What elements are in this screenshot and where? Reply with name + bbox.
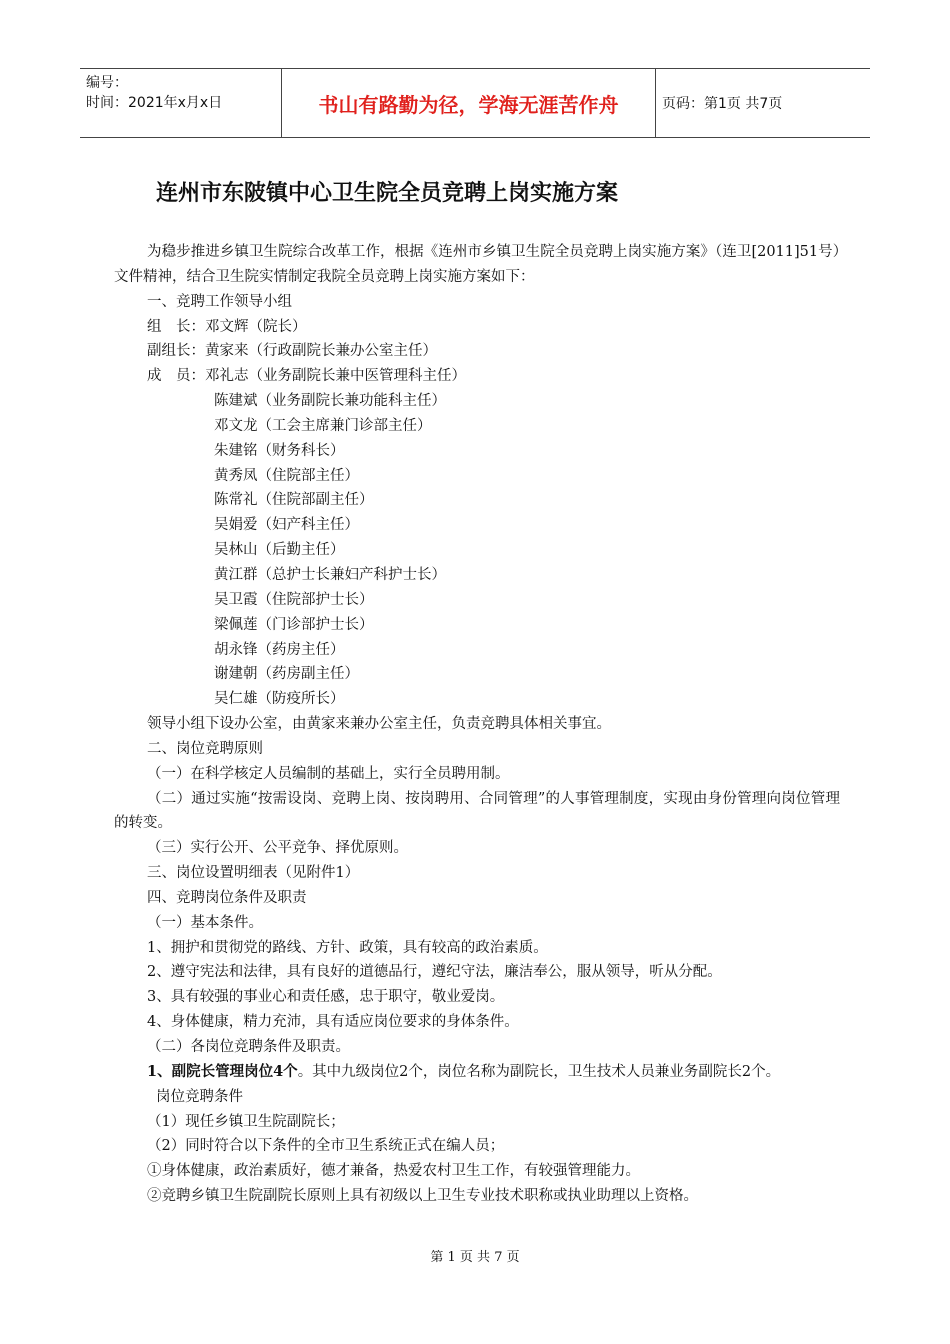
vp-condition-1: （1）现任乡镇卫生院副院长；: [147, 1113, 345, 1130]
header-motto: 书山有路勤为径，学海无涯苦作舟: [282, 69, 656, 137]
members-line: 成 员：邓礼志（业务副院长兼中医管理科主任）: [147, 368, 466, 385]
member-item: 朱建铭（财务科长）: [214, 442, 345, 459]
vp-condition-2: （2）同时符合以下条件的全市卫生系统正式在编人员；: [147, 1138, 505, 1155]
member-item: 黄江群（总护士长兼妇产科护士长）: [214, 566, 446, 583]
basic-condition-item: 1、拥护和贯彻党的路线、方针、政策，具有较高的政治素质。: [147, 939, 548, 956]
vp-condition-2b: ②竞聘乡镇卫生院副院长原则上具有初级以上卫生专业技术职称或执业助理以上资格。: [147, 1188, 698, 1205]
member-item: 吴娟爱（妇产科主任）: [214, 517, 359, 534]
basic-condition-item: 3、具有较强的事业心和责任感，忠于职守，敬业爱岗。: [147, 989, 505, 1006]
member-item: 梁佩莲（门诊部护士长）: [214, 616, 374, 633]
section-1-heading: 一、竞聘工作领导小组: [147, 293, 292, 310]
section-3-heading: 三、岗位设置明细表（见附件1）: [147, 865, 360, 882]
office-note: 领导小组下设办公室，由黄家来兼办公室主任，负责竞聘具体相关事宜。: [147, 716, 611, 733]
deputy-leader-line: 副组长：黄家来（行政副院长兼办公室主任）: [147, 343, 437, 360]
document-body: [114, 240, 840, 1209]
basic-conditions-heading: （一）基本条件。: [147, 914, 263, 931]
vice-president-rest: 。其中九级岗位2个，岗位名称为副院长，卫生技术人员兼业务副院长2个。: [297, 1063, 781, 1080]
section-2-heading: 二、岗位竞聘原则: [147, 740, 263, 757]
principle-1: （一）在科学核定人员编制的基础上，实行全员聘用制。: [147, 765, 510, 782]
header-meta: [80, 69, 282, 137]
vice-president-bold: 1、副院长管理岗位4个: [147, 1062, 298, 1080]
member-item: 吴仁雄（防疫所长）: [214, 691, 345, 708]
page-footer: 第 1 页 共 7 页: [430, 1250, 520, 1265]
basic-condition-item: 2、遵守宪法和法律，具有良好的道德品行，遵纪守法，廉洁奉公，服从领导，听从分配。: [147, 964, 722, 981]
member-item: 吴林山（后勤主任）: [214, 542, 345, 559]
section-4-heading: 四、竞聘岗位条件及职责: [147, 889, 307, 906]
member-item: 黄秀凤（住院部主任）: [214, 467, 359, 484]
intro-paragraph: 为稳步推进乡镇卫生院综合改革工作，根据《连州市乡镇卫生院全员竞聘上岗实施方案》（连卫[2011]51号）文件精神，结合卫生院实情制定我院全员竞聘上岗实施方案如下：: [114, 244, 840, 285]
date-label: 时间：2021年x月x日: [86, 95, 223, 111]
leader-line: 组 长：邓文辉（院长）: [147, 318, 307, 335]
post-conditions-heading: （二）各岗位竞聘条件及职责。: [147, 1039, 350, 1055]
header-page-info: 页码：第1页 共7页: [662, 96, 783, 112]
member-item: 吴卫霞（住院部护士长）: [214, 591, 374, 608]
member-item: 陈建斌（业务副院长兼功能科主任）: [214, 393, 446, 410]
document-title: 连州市东陂镇中心卫生院全员竞聘上岗实施方案: [156, 181, 619, 206]
header-table: [80, 68, 870, 138]
member-item: 谢建朝（药房副主任）: [214, 666, 359, 683]
member-item: 陈常礼（住院部副主任）: [214, 492, 374, 509]
principle-2: （二）通过实施“按需设岗、竞聘上岗、按岗聘用、合同管理”的人事管理制度，实现由身份管理向岗位管理的转变。: [114, 790, 840, 832]
vp-conditions-title: 岗位竞聘条件: [156, 1088, 243, 1105]
vp-condition-2a: ①身体健康，政治素质好，德才兼备，热爱农村卫生工作，有较强管理能力。: [147, 1163, 640, 1180]
basic-condition-item: 4、身体健康，精力充沛，具有适应岗位要求的身体条件。: [147, 1014, 519, 1031]
vice-president-paragraph: [114, 1060, 840, 1085]
serial-label: 编号：: [86, 75, 128, 91]
member-item: 胡永锋（药房主任）: [214, 641, 345, 658]
member-item: 邓文龙（工会主席兼门诊部主任）: [214, 417, 432, 434]
principle-3: （三）实行公开、公平竞争、择优原则。: [147, 840, 408, 857]
